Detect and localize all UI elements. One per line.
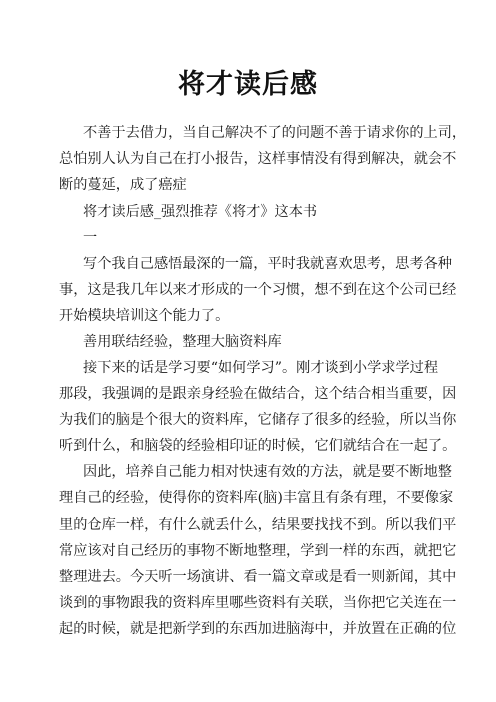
text-line: 事，这是我几年以来才形成的一个习惯，想不到在这个公司已经 (59, 282, 457, 298)
text-line: 将才读后感_强烈推荐《将才》这本书 (83, 204, 318, 220)
text-line: 善用联结经验，整理大脑资料库 (83, 334, 282, 350)
text-line: 起的时候，就是把新学到的东西加进脑海中，并放置在正确的位 (59, 621, 457, 637)
text-line: 常应该对自己经历的事物不断地整理，学到一样的东西，就把它 (59, 543, 457, 559)
text-line: 那段，我强调的是跟亲身经验在做结合，这个结合相当重要，因 (59, 386, 457, 402)
text-line: 接下来的话是学习要“如何学习”。刚才谈到小学求学过程 (83, 360, 439, 376)
text-line: 总怕别人认为自己在打小报告，这样事情没有得到解决，就会不 (59, 151, 457, 167)
text-line: 听到什么，和脑袋的经验相印证的时候，它们就结合在一起了。 (59, 438, 457, 454)
text-line: 一 (83, 230, 98, 246)
text-line: 不善于去借力，当自己解决不了的问题不善于请求你的上司， (83, 125, 467, 141)
text-line: 谈到的事物跟我的资料库里哪些资料有关联，当你把它关连在一 (59, 595, 457, 611)
document-title: 将才读后感 (178, 69, 318, 100)
text-line: 里的仓库一样，有什么就丢什么，结果要找找不到。所以我们平 (59, 517, 457, 533)
text-line: 整理进去。今天听一场演讲、看一篇文章或是看一则新闻，其中 (59, 569, 457, 585)
text-line: 理自己的经验，使得你的资料库(脑)丰富且有条有理，不要像家 (59, 490, 454, 506)
text-line: 写个我自己感悟最深的一篇，平时我就喜欢思考，思考各种 (83, 256, 452, 272)
text-line: 断的蔓延，成了癌症 (59, 177, 187, 193)
text-line: 因此，培养自己能力相对快速有效的方法，就是要不断地整 (83, 464, 452, 480)
text-line: 为我们的脑是个很大的资料库，它储存了很多的经验，所以当你 (59, 412, 457, 428)
text-line: 开始模块培训这个能力了。 (59, 308, 230, 324)
